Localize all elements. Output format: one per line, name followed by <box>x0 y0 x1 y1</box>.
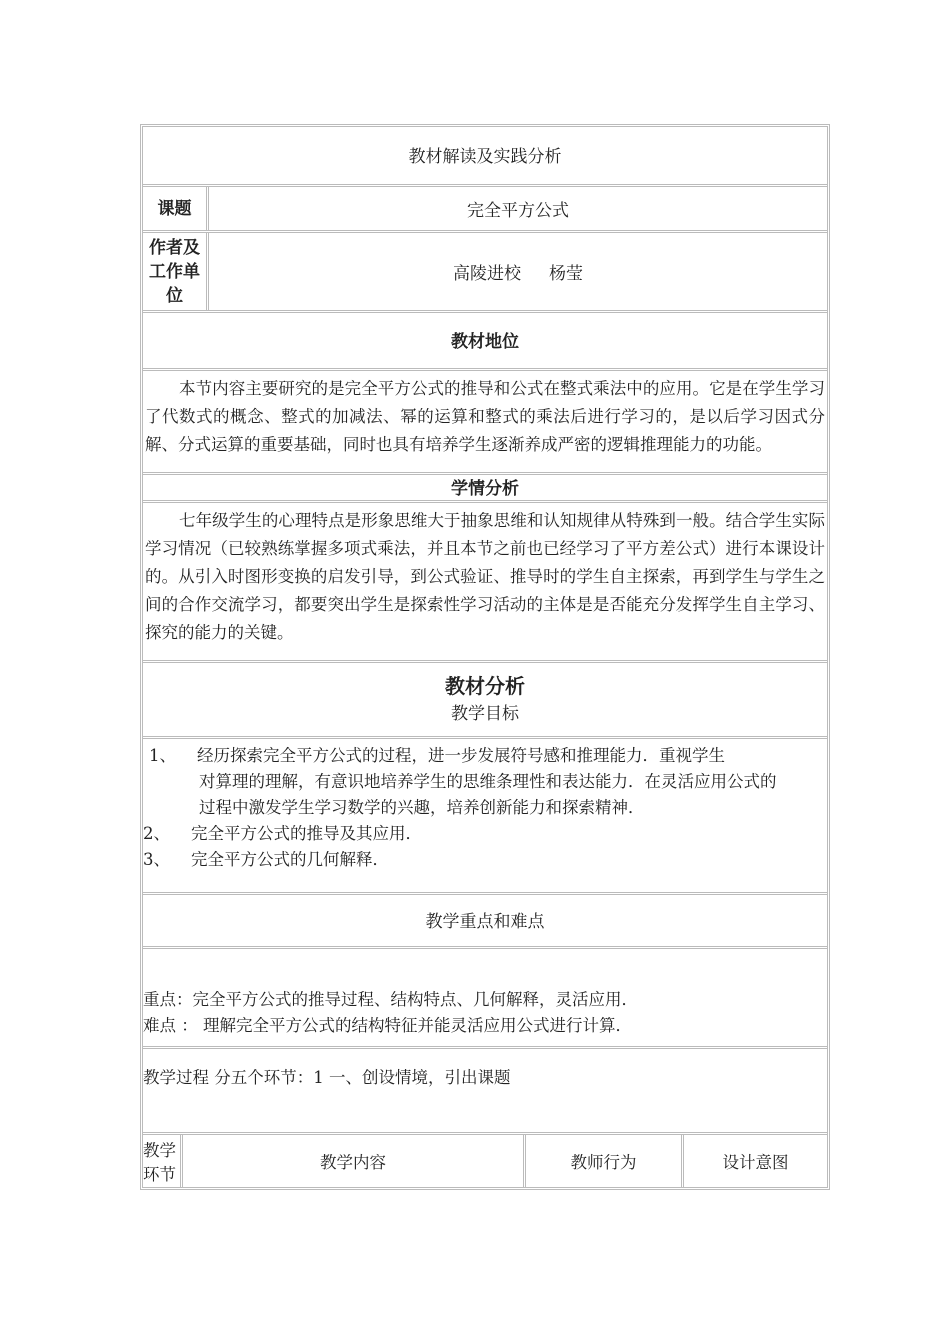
student-text: 七年级学生的心理特点是形象思维大于抽象思维和认知规律从特殊到一般。结合学生实际学习情况（已较熟练掌握多项式乘法，并且本节之前也已经学习了平方差公式）进行本课设计的。从引入时图形变换的启发引导，到公式验证、推导时的学生自主探索，再到学生与学生之间的合作交流学习，都要突出学生是探索性学习活动的主体是是否能充分发挥学生自主学习、探究的能力的关键。 <box>143 503 827 663</box>
process-table-header <box>143 1135 827 1187</box>
goals-subheading: 教学目标 <box>451 704 519 724</box>
author-school: 高陵进校 <box>453 264 521 284</box>
header-teacher: 教师行为 <box>526 1135 684 1187</box>
student-heading: 学情分析 <box>143 475 827 503</box>
subject-value: 完全平方公式 <box>467 201 569 221</box>
goal-text: 完全平方公式的推导及其应用． <box>191 824 422 843</box>
position-heading: 教材地位 <box>143 313 827 371</box>
analysis-section <box>143 663 827 739</box>
subject-row <box>143 187 827 233</box>
keypoints-body <box>143 949 827 1049</box>
header-intent: 设计意图 <box>722 1153 789 1172</box>
doc-title: 教材解读及实践分析 <box>143 127 827 187</box>
goals-list <box>143 739 827 895</box>
header-content: 教学内容 <box>183 1135 526 1187</box>
key-point-text: 重点：完全平方公式的推导过程、结构特点、几何解释，灵活应用． <box>143 990 638 1009</box>
goal-continuation: 对算理的理解，有意识地培养学生的思维条理性和表达能力．在灵活应用公式的 <box>199 772 777 791</box>
goal-item <box>143 847 827 873</box>
goal-item <box>143 743 827 769</box>
goal-number: 2、 <box>143 824 170 843</box>
author-row <box>143 233 827 313</box>
goal-item <box>143 821 827 847</box>
header-stage: 教学环节 <box>143 1135 183 1187</box>
goal-text: 经历探索完全平方公式的过程，进一步发展符号感和推理能力．重视学生 <box>197 746 725 765</box>
subject-label: 课题 <box>143 187 209 230</box>
keypoints-heading: 教学重点和难点 <box>143 895 827 949</box>
goal-number: 3、 <box>143 850 170 869</box>
difficulty-text: 难点 ： 理解完全平方公式的结构特征并能灵活应用公式进行计算． <box>143 1016 632 1035</box>
process-text: 教学过程 分五个环节：1 一、创设情境，引出课题 <box>143 1049 827 1135</box>
goal-continuation: 过程中激发学生学习数学的兴趣，培养创新能力和探索精神． <box>199 798 645 817</box>
goal-number: 1、 <box>149 746 176 765</box>
goal-text: 完全平方公式的几何解释． <box>191 850 389 869</box>
document-table <box>140 124 830 1190</box>
position-text: 本节内容主要研究的是完全平方公式的推导和公式在整式乘法中的应用。它是在学生学习了代数式的概念、整式的加减法、幂的运算和整式的乘法后进行学习的，是以后学习因式分解、分式运算的重要基础，同时也具有培养学生逐渐养成严密的逻辑推理能力的功能。 <box>143 371 827 475</box>
author-value <box>209 233 827 310</box>
analysis-heading: 教材分析 <box>445 674 525 698</box>
author-name: 杨莹 <box>549 264 583 284</box>
author-label: 作者及工作单位 <box>143 233 209 310</box>
